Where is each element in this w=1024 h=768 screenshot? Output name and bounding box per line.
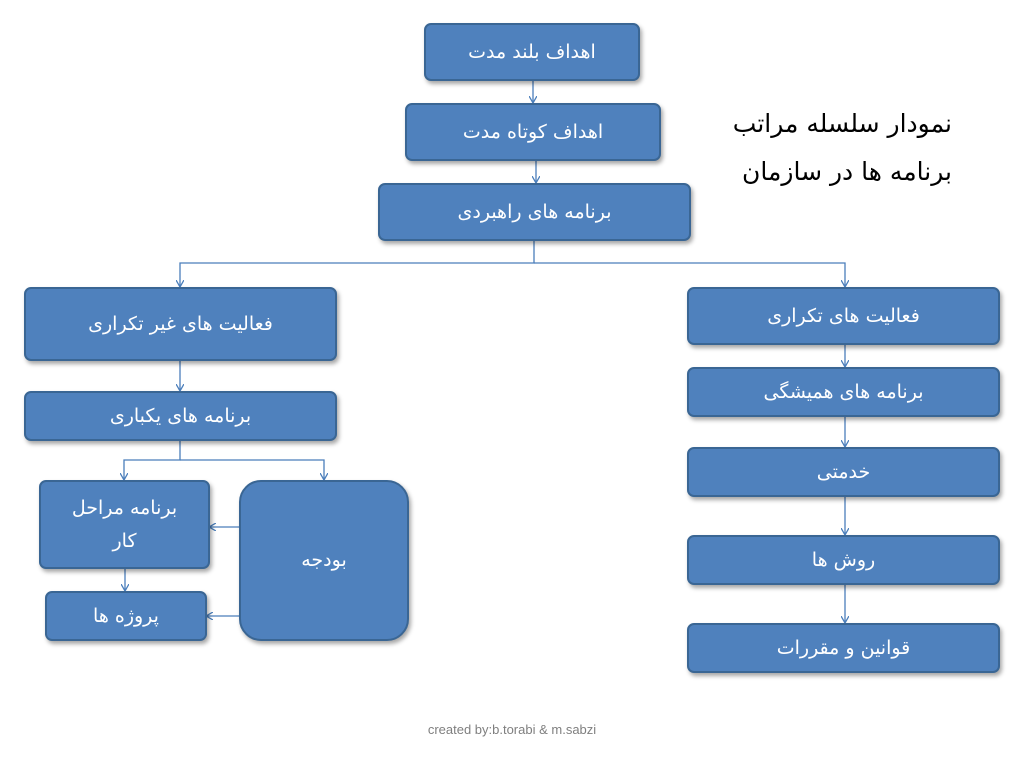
node-one-time-programs: برنامه های یکباری: [24, 391, 337, 441]
title-line-2: برنامه ها در سازمان: [742, 157, 952, 186]
node-rules-regulations: قوانین و مقررات: [687, 623, 1000, 673]
node-recurring-activities: فعالیت های تکراری: [687, 287, 1000, 345]
node-standing-programs: برنامه های همیشگی: [687, 367, 1000, 417]
node-policies: خدمتی: [687, 447, 1000, 497]
node-strategic-programs: برنامه های راهبردی: [378, 183, 691, 241]
node-methods: روش ها: [687, 535, 1000, 585]
split-strategic-right: [534, 263, 845, 286]
node-work-stage-programs: برنامه مراحل کار: [39, 480, 210, 569]
split-onetime-right: [180, 460, 324, 479]
footer-credit: created by:b.torabi & m.sabzi: [427, 722, 597, 737]
node-long-term-goals: اهداف بلند مدت: [424, 23, 640, 81]
split-onetime: [124, 441, 180, 479]
title-line-1: نمودار سلسله مراتب: [732, 109, 952, 138]
node-non-recurring-activities: فعالیت های غیر تکراری: [24, 287, 337, 361]
split-strategic: [180, 241, 534, 286]
diagram-title: [672, 100, 952, 196]
node-budget: بودجه: [239, 480, 409, 641]
node-projects: پروژه ها: [45, 591, 207, 641]
node-short-term-goals: اهداف کوتاه مدت: [405, 103, 661, 161]
